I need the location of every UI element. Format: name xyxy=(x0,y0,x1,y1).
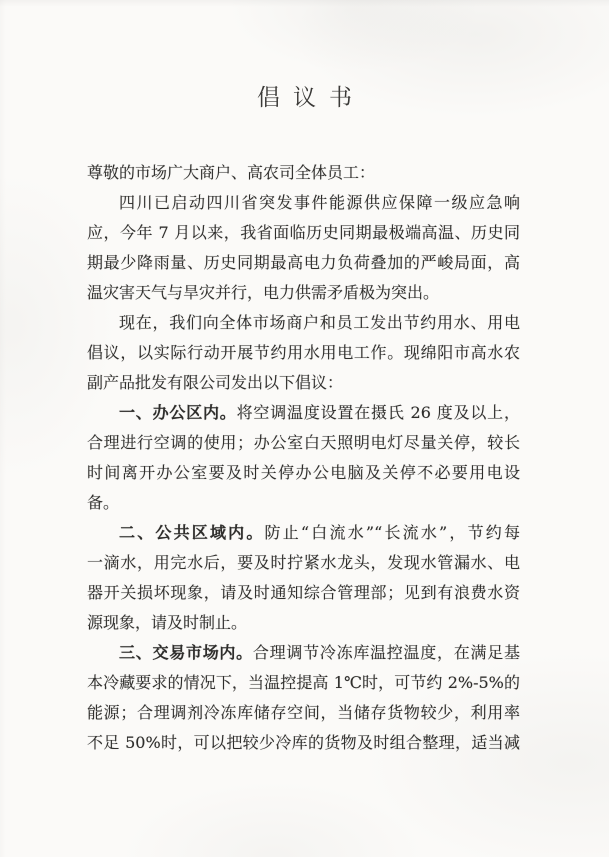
text-line: 现在，我们向全体市场商户和员工发出节约用水、用电 xyxy=(119,313,520,332)
document-title: 倡议书 xyxy=(257,85,365,111)
text-line: 本冷藏要求的情况下，当温控提高 1℃时，可节约 2%-5%的 xyxy=(87,673,520,692)
text-line: 器开关损坏现象，请及时通知综合管理部；见到有浪费水资 xyxy=(87,583,520,602)
text-line: 时间离开办公室要及时关停办公电脑及关停不必要用电设 xyxy=(87,463,520,482)
text-line: 二、公共区域内。防止“白流水”“长流水”，节约每 xyxy=(119,523,520,542)
text-line: 四川已启动四川省突发事件能源供应保障一级应急响 xyxy=(119,193,520,212)
text-line: 一、办公区内。将空调温度设置在摄氏 26 度及以上， xyxy=(119,403,520,422)
text-line: 副产品批发有限公司发出以下倡议： xyxy=(87,373,344,392)
section-heading: 三、交易市场内。 xyxy=(119,643,253,662)
text-line: 能源；合理调剂冷冻库储存空间，当储存货物较少，利用率 xyxy=(87,703,520,722)
text-line: 备。 xyxy=(87,493,120,512)
text-line: 倡议，以实际行动开展节约用水用电工作。现绵阳市高水农 xyxy=(87,343,520,362)
text-line: 尊敬的市场广大商户、高农司全体员工： xyxy=(87,163,376,182)
text-line: 应，今年 7 月以来，我省面临历史同期最极端高温、历史同 xyxy=(87,223,520,242)
section-heading: 一、办公区内。 xyxy=(119,403,237,422)
text-line: 期最少降雨量、历史同期最高电力负荷叠加的严峻局面，高 xyxy=(87,253,520,272)
document-body xyxy=(87,158,520,758)
text-line: 不足 50%时，可以把较少冷库的货物及时组合整理，适当减 xyxy=(87,733,520,752)
text-line: 源现象，请及时制止。 xyxy=(87,613,248,632)
text-line: 一滴水，用完水后，要及时拧紧水龙头，发现水管漏水、电 xyxy=(87,553,520,572)
text-line: 温灾害天气与旱灾并行，电力供需矛盾极为突出。 xyxy=(87,283,440,302)
section-heading: 二、公共区域内。 xyxy=(119,523,265,542)
text-line: 合理进行空调的使用；办公室白天照明电灯尽量关停，较长 xyxy=(87,433,520,452)
text-line: 三、交易市场内。合理调节冷冻库温控温度，在满足基 xyxy=(119,643,520,662)
